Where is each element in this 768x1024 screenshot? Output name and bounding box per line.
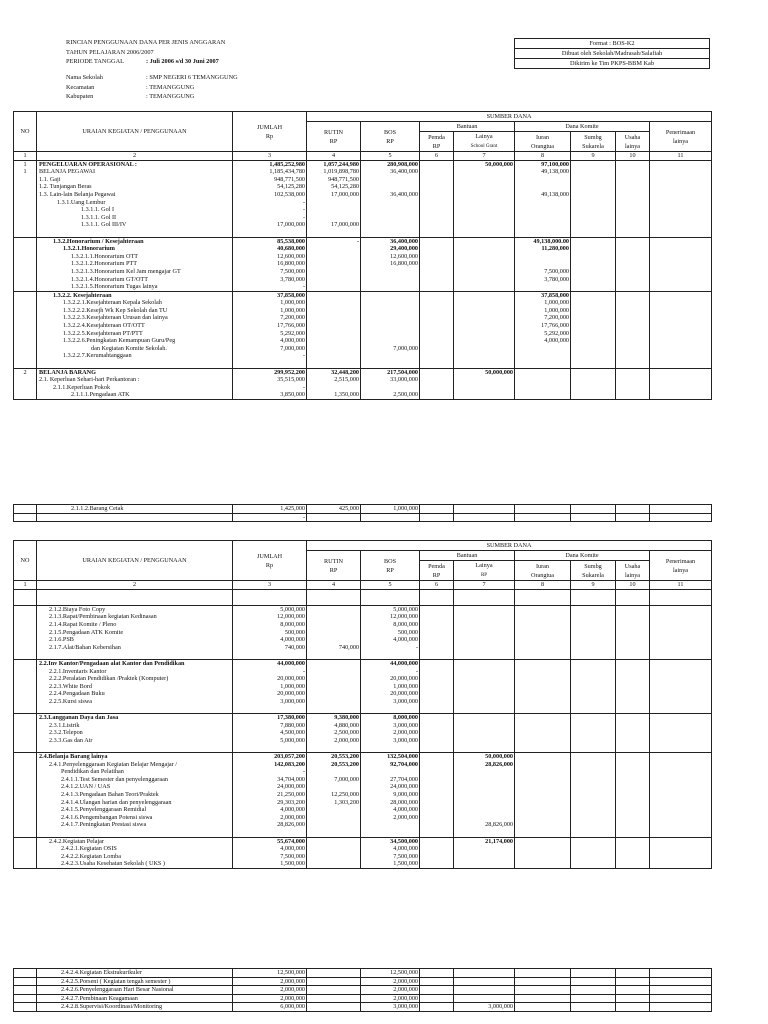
budget-row: 1.3.2.1.2.Honorarium PTT 16,800,000 16,800,000 (14, 260, 712, 268)
budget-row: 1.3.2.2.2.Kesejh Wk Kep Sekolah dan TU 1,000,000 1,000,000 (14, 307, 712, 315)
budget-row: 2.4.1.2.UAN / UAS 24,000,000 24,000,000 (14, 783, 712, 791)
budget-table-page2 (13, 540, 712, 869)
col-bantuan: Bantuan (420, 551, 515, 561)
budget-row: 2.1.3.Rapat/Pembinaan kegiatan Kedinasan 12,000,000 12,000,000 (14, 613, 712, 621)
col-bantuan: Bantuan (420, 122, 515, 132)
budget-row: 2.4.2.7.Pembinaan Keagamaan 2,000,000 2,000,000 (14, 994, 712, 1003)
report-period: PERIODE TANGGAL : Juli 2006 s/d 30 Juni 2007 (66, 58, 219, 66)
col-usaha: Usaha lainya (616, 132, 650, 152)
budget-row: 1.3.2.2.6.Peningkatan Kemampuan Guru/Peg 4,000,000 4,000,000 (14, 337, 712, 345)
budget-row: 2.4.1.Penyelenggaraan Kegiatan Belajar Mengajar / 142,083,200 20,553,200 92,704,000 28,826,000 (14, 761, 712, 769)
budget-row: 2.4.2.5.Porseni ( Kegiatan tengah semester ) 2,000,000 2,000,000 (14, 977, 712, 986)
format-sent-to: Dikirim ke Tim PKPS-BBM Kab (570, 60, 654, 67)
col-jumlah: JUMLAH Rp (233, 112, 307, 152)
budget-row: 1.3.2.Honorarium / Kesejahteraan 85,538,000 - 36,400,000 49,138,000.00 (14, 237, 712, 245)
budget-row: 2.2.3.White Bord 1,000,000 1,000,000 (14, 683, 712, 691)
col-uraian: URAIAN KEGIATAN / PENGGUNAAN (37, 541, 233, 581)
budget-row: 2.4.1.4.Ulangan harian dan penyelenggaraan 29,303,200 1,303,200 28,000,000 (14, 799, 712, 807)
col-penerimaan: Penerimaan lainya (650, 122, 712, 152)
budget-row: 2.1.5.Pengadaan ATK Komite 500,000 500,000 (14, 629, 712, 637)
col-rutin: RUTIN RP (307, 551, 361, 581)
budget-row: 2.4.2.4.Kegiatan Ekstrakurikuler 12,500,000 12,500,000 (14, 969, 712, 978)
budget-row: 1.3.2.2.1.Kesejahteraan Kepala Sekolah 1,000,000 1,000,000 (14, 299, 712, 307)
budget-row: 1.3.2.2.4.Kesejahteraan OT/OTT 17,766,000 17,766,000 (14, 322, 712, 330)
budget-row: 2.3.3.Gas dan Air 5,000,000 2,000,000 3,000,000 (14, 737, 712, 745)
budget-row (14, 706, 712, 714)
budget-row: 2.1.2.Biaya Foto Copy 5,000,000 5,000,000 (14, 605, 712, 613)
budget-row (14, 651, 712, 659)
budget-row: 1.3.1.Uang Lembur - (14, 199, 712, 207)
budget-row: 2.1.4.Rapat Komite / Pleno 8,000,000 8,000,000 (14, 621, 712, 629)
budget-row: 2 BELANJA BARANG 299,952,200 32,448,200 217,504,000 50,000,000 (14, 368, 712, 376)
budget-row: 1 BELANJA PEGAWAI 1,185,434,780 1,019,898,780 36,400,000 49,138,000 (14, 168, 712, 176)
column-number-row: 1 2 3 4 5 6 7 8 9 10 11 (14, 152, 712, 161)
budget-row: 2.1.7.Alat/Bahan Kebersihan 740,000 740,000 - (14, 644, 712, 652)
budget-row: 2.1. Keperluan Sehari-hari Perkantoran : 35,515,000 2,515,000 33,000,000 (14, 376, 712, 384)
budget-row: - (14, 513, 712, 522)
col-no: NO (14, 112, 37, 152)
budget-row: 2.4.2.6.Penyelenggaraan Hari Besar Nasional 2,000,000 2,000,000 (14, 986, 712, 995)
budget-row: 1.1. Gaji 948,771,500 948,771,500 (14, 176, 712, 184)
budget-row: 2.3.1.Listrik 7,880,000 4,880,000 3,000,000 (14, 722, 712, 730)
budget-row: 2.1.6.PSB 4,000,000 4,000,000 (14, 636, 712, 644)
col-iuran: Iuran Orangtua (515, 561, 571, 581)
info-row-school: Nama Sekolah : SMP NEGERI 6 TEMANGGUNG (66, 74, 238, 81)
budget-row: 2.1.1.Keperluan Pokok - (14, 384, 712, 392)
col-sumbg: Sumbg Sukarela (571, 561, 616, 581)
budget-row: 1.3.2.1.3.Honorarium Kel Jam mengajar GT 7,500,000 7,500,000 (14, 268, 712, 276)
school-info (66, 73, 238, 102)
budget-row: 1.3.2.1.4.Honorarium GT/OTT 3,780,000 3,780,000 (14, 276, 712, 284)
format-made-by: Dibuat oleh Sekolah/Madrasah/Salafiah (515, 49, 709, 59)
info-row-district: Kecamatan : TEMANGGUNG (66, 83, 195, 91)
budget-row: 2.3.2.Telepon 4,500,000 2,500,000 2,000,000 (14, 729, 712, 737)
budget-row (14, 360, 712, 368)
report-year: TAHUN PELAJARAN 2006/2007 (66, 48, 154, 56)
budget-row: 2.2.2.Peralatan Pendidikan /Praktek (Komputer) 20,000,000 20,000,000 (14, 675, 712, 683)
col-dana-komite: Dana Komite (515, 551, 650, 561)
budget-table-page1 (13, 111, 712, 400)
report-header (66, 38, 225, 67)
budget-row: 2.1.1.2.Barang Cetak 1,425,000 425,000 1,000,000 (14, 505, 712, 514)
budget-row: 1.3.1.1. Gol III/IV 17,000,000 17,000,000 (14, 221, 712, 229)
budget-row: 2.4.2.Kegiatan Pelajar 55,674,000 34,500,000 21,174,000 (14, 837, 712, 845)
budget-row: 2.4.2.2.Kegiatan Lomba 7,500,000 7,500,000 (14, 853, 712, 861)
col-rutin: RUTIN RP (307, 122, 361, 152)
budget-row (14, 744, 712, 752)
budget-row: 2.4.1.3.Pengadaan Bahan Teori/Praktek 21,250,000 12,250,000 9,000,000 (14, 791, 712, 799)
budget-row: dan Kegiatan Komite Sekolah. 7,000,000 7,000,000 (14, 345, 712, 353)
budget-row: 2.4.Belanja Barang lainya 203,057,200 20,553,200 132,504,000 50,000,000 (14, 753, 712, 761)
col-lainya: Lainya School Grant (454, 132, 515, 152)
budget-row: 2.2.1.Inventaris Kantor - - (14, 668, 712, 676)
col-no: NO (14, 541, 37, 581)
budget-row (14, 829, 712, 837)
budget-row: 2.2.5.Kursi siswa 3,000,000 3,000,000 (14, 698, 712, 706)
format-box (514, 38, 710, 69)
budget-row: 2.4.1.5.Penyelenggaraan Remidial 4,000,000 4,000,000 (14, 806, 712, 814)
col-pemda: Pemda RP (420, 561, 454, 581)
budget-row (14, 597, 712, 605)
budget-row: 1.2. Tunjangan Beras 54,125,280 54,125,280 (14, 183, 712, 191)
col-sumber-dana: SUMBER DANA (307, 112, 712, 122)
column-number-row: 1 2 3 4 5 6 7 8 9 10 11 (14, 581, 712, 590)
info-row-regency: Kabupaten : TEMANGGUNG (66, 93, 195, 101)
budget-row: 1.3.2.1.Honorarium 40,680,000 29,400,000 11,280,000 (14, 245, 712, 253)
budget-row: 2.4.2.3.Usaha Kesehatan Sekolah ( UKS ) 1,500,000 1,500,000 (14, 860, 712, 868)
budget-row: 1.3.2.2.3.Kesejahteraan Urusan dan lainya 7,200,000 7,200,000 (14, 314, 712, 322)
col-dana-komite: Dana Komite (515, 122, 650, 132)
format-code: Format : BOS-K2 (515, 39, 709, 49)
col-jumlah: JUMLAH Rp (233, 541, 307, 581)
budget-row: 2.2.Inv Kantor/Pengadaan alat Kantor dan Pendidikan 44,000,000 44,000,000 (14, 659, 712, 667)
budget-row: 1.3.2.2. Kesejahteraan 37,858,000 37,858,000 (14, 291, 712, 299)
budget-table-continuation (13, 504, 712, 522)
col-bos: BOS RP (361, 122, 420, 152)
budget-row: 2.4.2.1.Kegiatan OSIS 4,000,000 4,000,000 (14, 845, 712, 853)
col-lainya: Lainya RP (454, 561, 515, 581)
col-uraian: URAIAN KEGIATAN / PENGGUNAAN (37, 112, 233, 152)
budget-row: 1.3.2.2.7.Kerumahtanggaan - (14, 352, 712, 360)
budget-row (14, 589, 712, 597)
budget-table-page3 (13, 968, 712, 1012)
budget-row: 2.4.1.1.Test Semester dan penyelenggaraan 34,704,000 7,000,000 27,704,000 (14, 776, 712, 784)
budget-row: 2.4.1.7.Peningkatan Prestasi siswa 28,826,000 28,826,000 (14, 821, 712, 829)
budget-row: 1.3.2.1.1.Honorarium OTT 12,600,000 12,600,000 (14, 253, 712, 261)
budget-row: 1 PENGELUARAN OPERASIONAL : 1,485,252,980 1,057,244,980 280,908,000 50,000,000 97,100,000 (14, 160, 712, 168)
budget-row: 1.3.2.1.5.Honorarium Tugas lainya - (14, 283, 712, 291)
budget-row (14, 229, 712, 237)
budget-row: 1.3.1.1. Gol I - (14, 206, 712, 214)
col-sumber-dana: SUMBER DANA (307, 541, 712, 551)
col-sumbg: Sumbg Sukarela (571, 132, 616, 152)
budget-row: 1.3. Lain-lain Belanja Pegawai 102,538,000 17,000,000 36,400,000 49,138,000 (14, 191, 712, 199)
budget-row: 1.3.1.1. Gol II - (14, 214, 712, 222)
budget-row: 2.1.1.1.Pengadaan ATK 3,850,000 1,350,000 2,500,000 (14, 391, 712, 399)
col-bos: BOS RP (361, 551, 420, 581)
budget-row: 2.2.4.Pengadaan Buku 20,000,000 20,000,000 (14, 690, 712, 698)
budget-row: 2.4.1.6.Pengembangan Potensi siswa 2,000,000 2,000,000 (14, 814, 712, 822)
budget-row: 2.4.2.8.Supervisi/Koordinasi/Monitoring 6,000,000 3,000,000 3,000,000 (14, 1003, 712, 1012)
budget-row: Pendidikan dan Pelatihan - (14, 768, 712, 776)
budget-row: 2.3.Langganan Daya dan Jasa 17,380,000 9,380,000 8,000,000 (14, 714, 712, 722)
budget-row: 1.3.2.2.5.Kesejahteraan PT/PTT 5,292,000 5,292,000 (14, 330, 712, 338)
col-iuran: Iuran Orangtua (515, 132, 571, 152)
report-title: RINCIAN PENGGUNAAN DANA PER JENIS ANGGARAN (66, 39, 226, 46)
col-pemda: Pemda RP (420, 132, 454, 152)
col-usaha: Usaha lainya (616, 561, 650, 581)
col-penerimaan: Penerimaan lainya (650, 551, 712, 581)
